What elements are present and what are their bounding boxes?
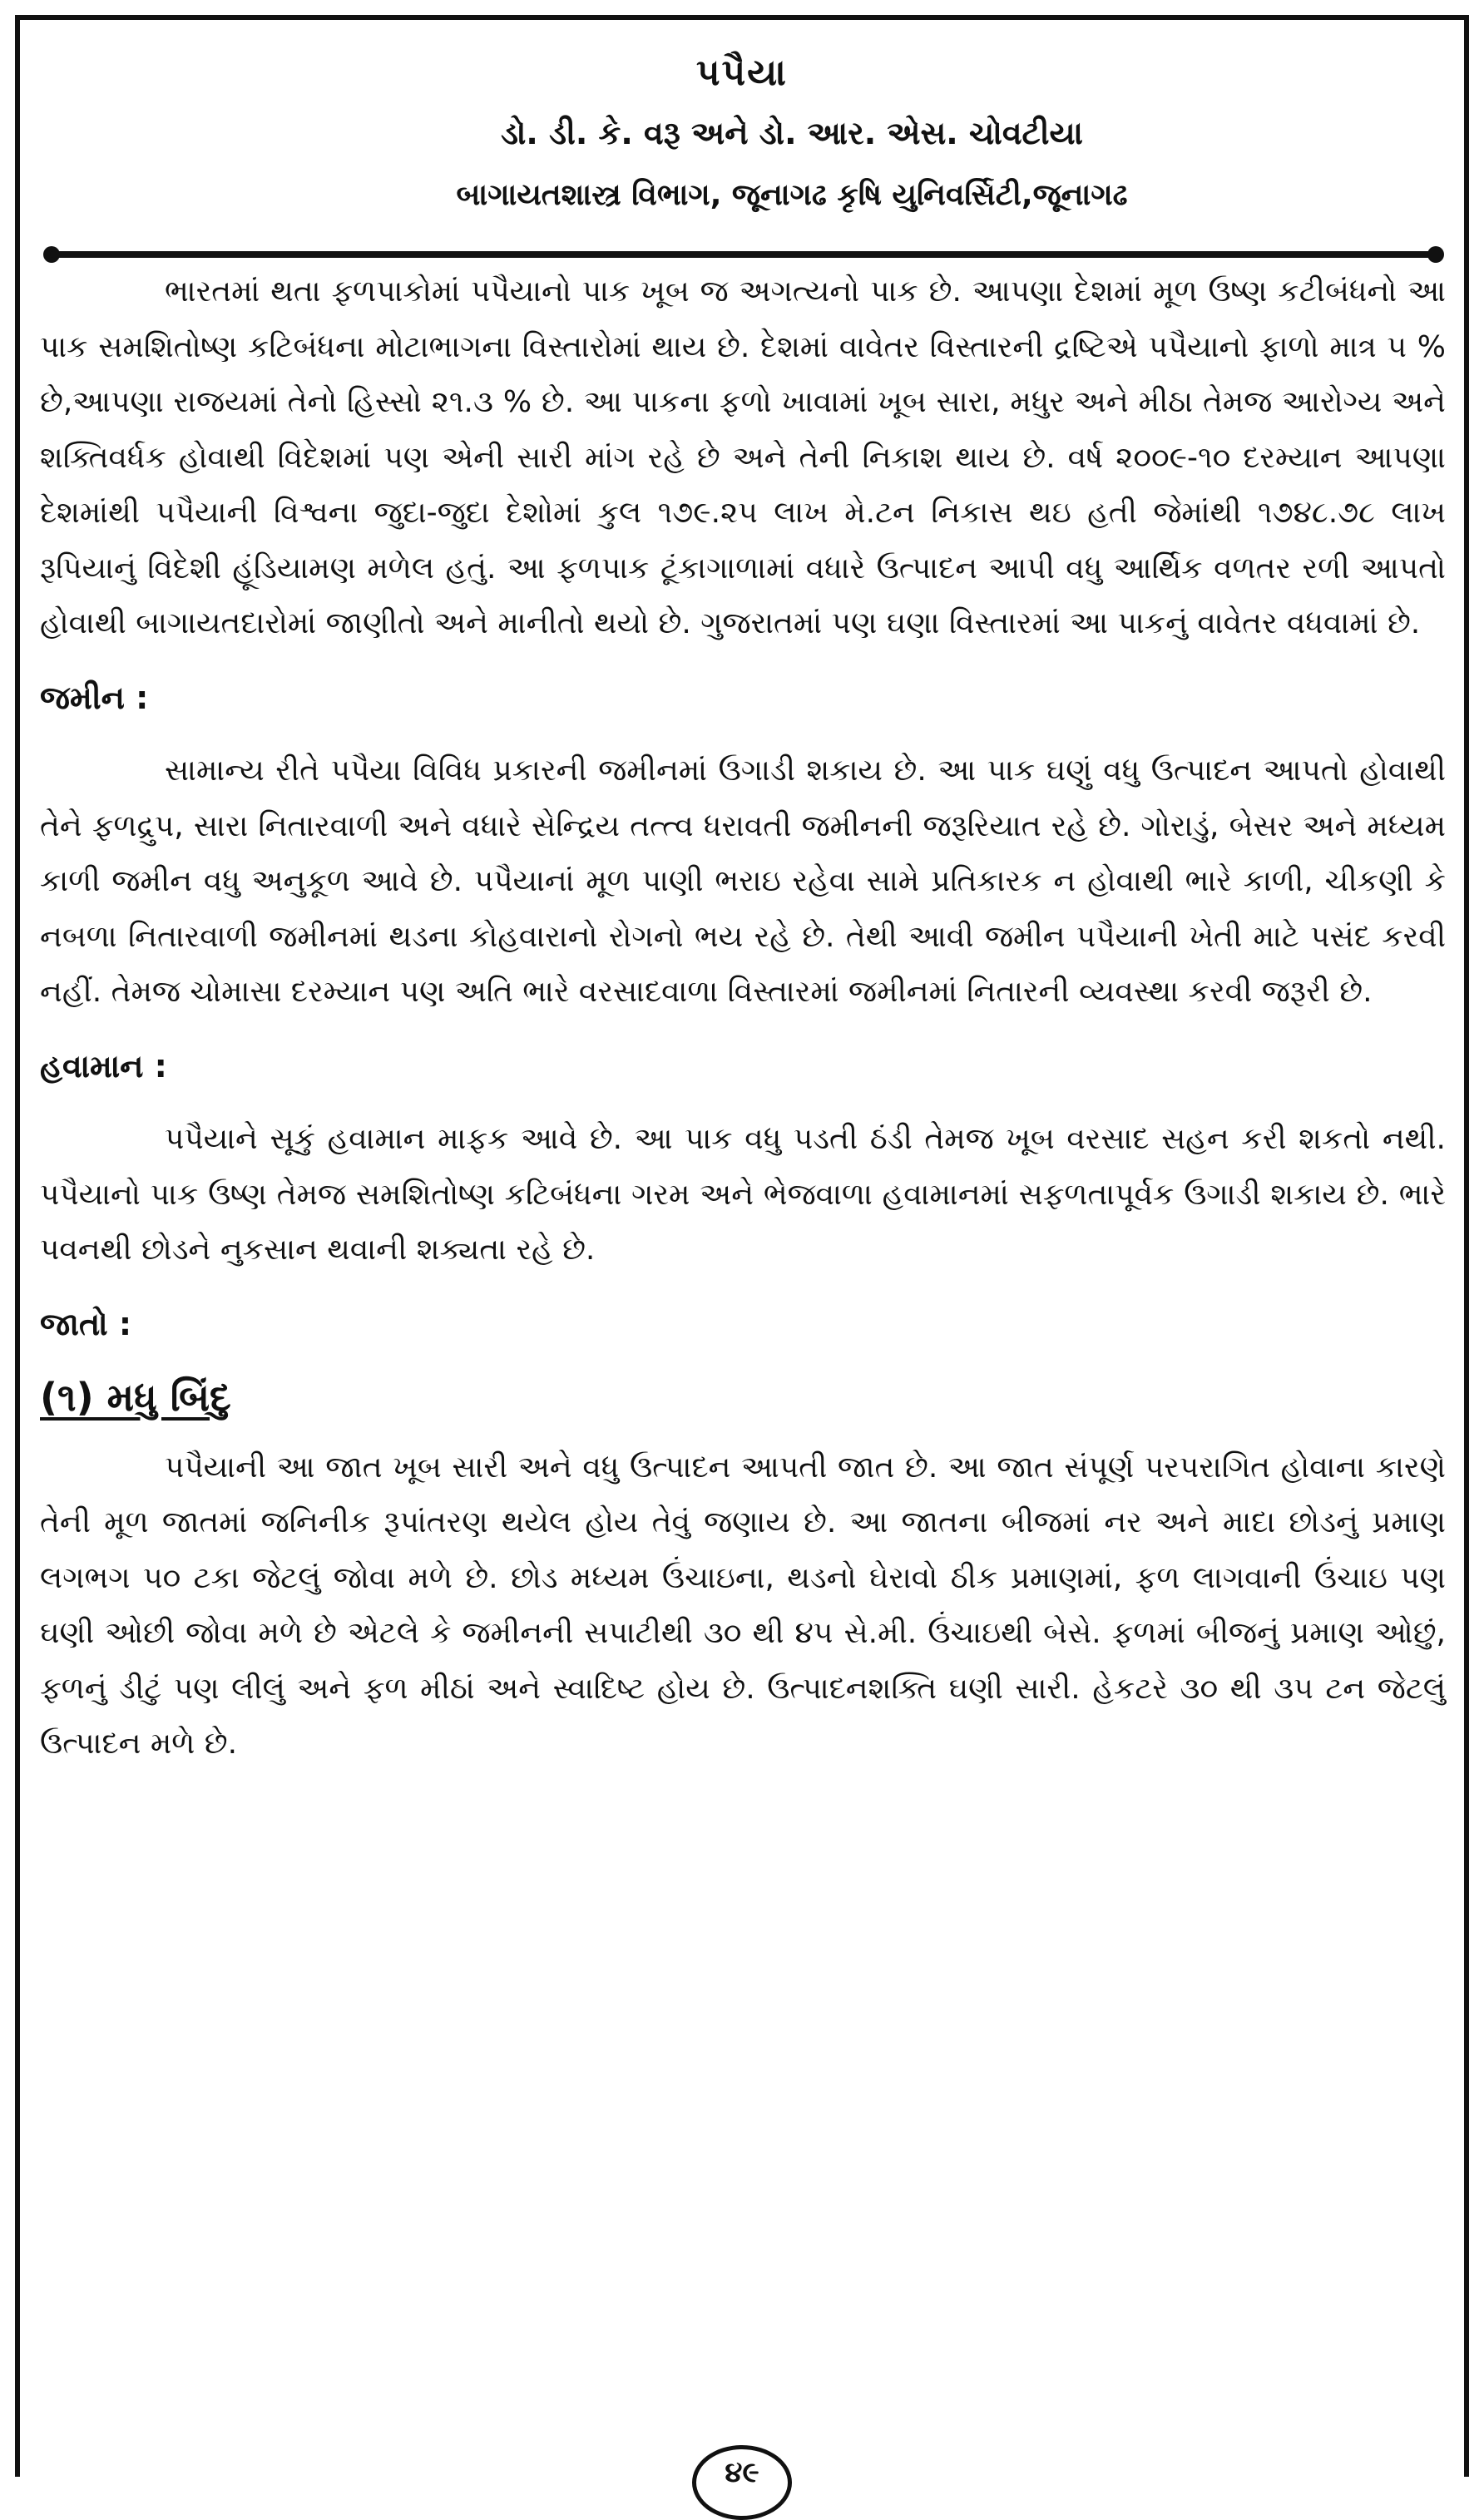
affiliation-line: બાગાયતશાસ્ત્ર વિભાગ, જૂનાગઢ કૃષિ યુનિવર્સિટી,જૂનાગઢ [456, 178, 1128, 212]
divider-cap-right [1427, 246, 1444, 263]
authors-line: ડો. ડી. કે. વરૂ અને ડો. આર. એસ. ચોવટીયા [501, 115, 1083, 151]
soil-heading: જમીન : [40, 679, 149, 716]
climate-heading: હવામાન : [40, 1047, 167, 1085]
article-body [40, 264, 1446, 1772]
header-divider [50, 251, 1437, 258]
variety-1-paragraph: પપૈયાની આ જાત ખૂબ સારી અને વધુ ઉત્પાદન આપતી જાત છે. આ જાત સંપૂર્ણ પરપરાગિત હોવાના કારણે તેની મૂળ જાતમાં જનિનીક રૂપાંતરણ થયેલ હોય તેવું જણાય છે. આ જાતના બીજમાં નર અને માદા છોડનું પ્રમાણ લગભગ ૫૦ ટકા જેટલું જોવા મળે છે. છોડ મધ્યમ ઉંચાઇના, થડનો ઘેરાવો ઠીક પ્રમાણમાં, ફળ લાગવાની ઉંચાઇ પણ ઘણી ઓછી જોવા મળે છે એટલે કે જમીનની સપાટીથી ૩૦ થી ૪૫ સે.મી. ઉંચાઇથી બેસે. ફળમાં બીજનું પ્રમાણ ઓછું, ફળનું ડીટું પણ લીલું અને ફળ મીઠાં અને સ્વાદિષ્ટ હોય છે. ઉત્પાદનશક્તિ ઘણી સારી. હેકટરે ૩૦ થી ૩૫ ટન જેટલું ઉત્પાદન મળે છે. [40, 1450, 1446, 1761]
soil-paragraph: સામાન્ય રીતે પપૈયા વિવિધ પ્રકારની જમીનમાં ઉગાડી શકાય છે. આ પાક ઘણું વધુ ઉત્પાદન આપતો હોવાથી તેને ફળદ્રુપ, સારા નિતારવાળી અને વધારે સેન્દ્રિય તત્ત્વ ધરાવતી જમીનની જરૂરિયાત રહે છે. ગોરાડું, બેસર અને મધ્યમ કાળી જમીન વધુ અનુકૂળ આવે છે. પપૈયાનાં મૂળ પાણી ભરાઇ રહેવા સામે પ્રતિકારક ન હોવાથી ભારે કાળી, ચીકણી કે નબળા નિતારવાળી જમીનમાં થડના કોહવારાનો રોગનો ભય રહે છે. તેથી આવી જમીન પપૈયાની ખેતી માટે પસંદ કરવી નહીં. તેમજ ચોમાસા દરમ્યાન પણ અતિ ભારે વરસાદવાળા વિસ્તારમાં જમીનમાં નિતારની વ્યવસ્થા કરવી જરૂરી છે. [40, 754, 1446, 1009]
page-number-badge: ૪૯ [692, 2445, 792, 2520]
varieties-heading: જાતો : [40, 1305, 132, 1342]
variety-1-heading: (૧) મધુ બિંદુ [40, 1375, 231, 1420]
page-title: પપૈયા [696, 52, 788, 94]
intro-paragraph: ભારતમાં થતા ફળપાકોમાં પપૈયાનો પાક ખૂબ જ અગત્યનો પાક છે. આપણા દેશમાં મૂળ ઉષ્ણ કટીબંધનો આ પાક સમશિતોષ્ણ કટિબંધના મોટાભાગના વિસ્તારોમાં થાય છે. દેશમાં વાવેતર વિસ્તારની દ્રષ્ટિએ પપૈયાનો ફાળો માત્ર ૫ % છે,આપણા રાજયમાં તેનો હિસ્સો ૨૧.૩ % છે. આ પાકના ફળો ખાવામાં ખૂબ સારા, મધુર અને મીઠા તેમજ આરોગ્ય અને શક્તિવર્ધક હોવાથી વિદેશમાં પણ એની સારી માંગ રહે છે અને તેની નિકાશ થાય છે. વર્ષ ૨૦૦૯-૧૦ દરમ્યાન આપણા દેશમાંથી પપૈયાની વિશ્વના જુદા-જુદા દેશોમાં કુલ ૧૭૯.૨૫ લાખ મે.ટન નિકાસ થઇ હતી જેમાંથી ૧૭૪૮.૭૮ લાખ રૂપિયાનું વિદેશી હૂંડિયામણ મળેલ હતું. આ ફળપાક ટૂંકાગાળામાં વધારે ઉત્પાદન આપી વધુ આર્થિક વળતર રળી આપતો હોવાથી બાગાયતદારોમાં જાણીતો અને માનીતો થયો છે. ગુજરાતમાં પણ ઘણા વિસ્તારમાં આ પાકનું વાવેતર વધવામાં છે. [40, 274, 1446, 640]
climate-paragraph: પપૈયાને સૂકું હવામાન માફક આવે છે. આ પાક વધુ પડતી ઠંડી તેમજ ખૂબ વરસાદ સહન કરી શકતો નથી. પપૈયાનો પાક ઉષ્ણ તેમજ સમશિતોષ્ણ કટિબંધના ગરમ અને ભેજવાળા હવામાનમાં સફળતાપૂર્વક ઉગાડી શકાય છે. ભારે પવનથી છોડને નુકસાન થવાની શક્યતા રહે છે. [40, 1122, 1446, 1267]
